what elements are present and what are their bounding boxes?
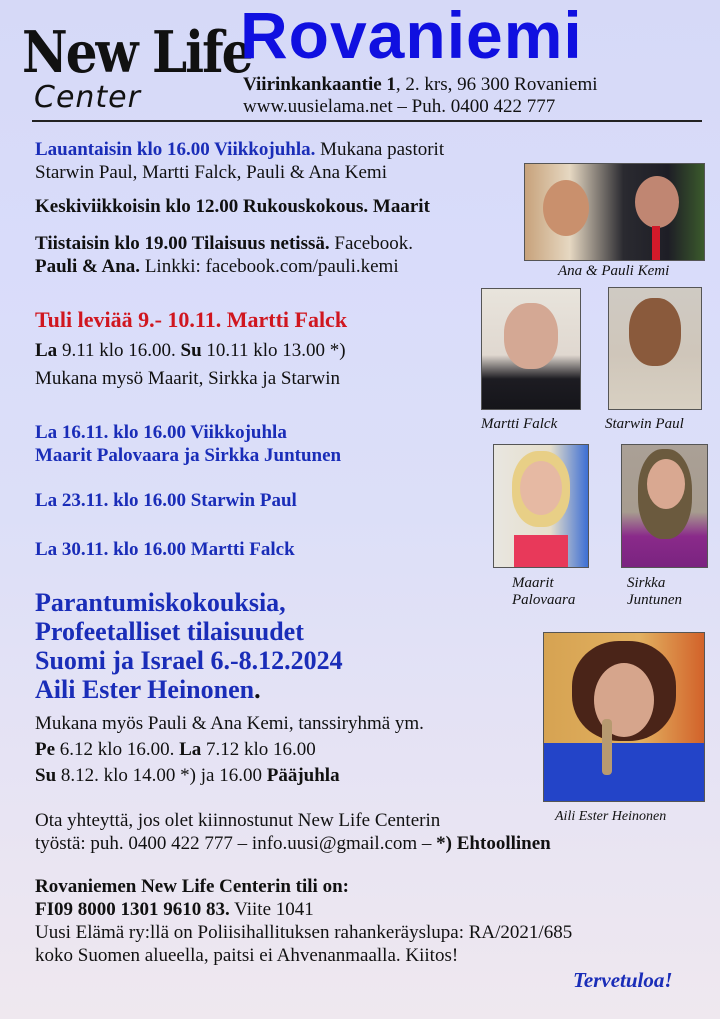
contact-line1: Ota yhteyttä, jos olet kiinnostunut New Life Centerin — [35, 810, 441, 831]
saturday-3: La 30.11. klo 16.00 Martti Falck — [35, 539, 295, 560]
caption-line: Palovaara — [512, 592, 576, 608]
healing-times-1 — [35, 739, 316, 761]
caption-starwin-paul: Starwin Paul — [605, 416, 684, 432]
face-shape — [543, 180, 589, 236]
street-address: Viirinkankaantie 1 — [243, 74, 396, 95]
face-shape — [629, 298, 681, 366]
logo-new-life: New Life — [22, 18, 252, 86]
healing-title — [35, 588, 343, 704]
wednesday-line: Keskiviikkoisin klo 12.00 Rukouskokous. Maarit — [35, 196, 430, 217]
logo-center: Center — [34, 80, 141, 115]
facebook-line — [35, 256, 399, 278]
day-label: Su — [180, 340, 202, 361]
tuesday-title: Tiistaisin klo 19.00 Tilaisuus netissä. — [35, 233, 330, 254]
main-festival: Pääjuhla — [266, 765, 340, 786]
healing-title-line: Suomi ja Israel 6.-8.12.2024 — [35, 646, 343, 675]
healing-title-line: Profeetalliset tilaisuudet — [35, 617, 304, 646]
day-label: Su — [35, 765, 57, 786]
shirt-shape — [514, 535, 568, 567]
reference-number: Viite 1041 — [229, 899, 314, 920]
face-shape — [647, 459, 685, 509]
header-divider — [32, 120, 702, 122]
healing-speaker: Aili Ester Heinonen — [35, 675, 255, 704]
saturday-rest: Mukana pastorit — [315, 139, 445, 160]
photo-ana-pauli — [524, 163, 705, 261]
footnote-communion: *) Ehtoollinen — [436, 833, 551, 854]
contact-line2 — [35, 833, 551, 855]
pastors-line: Starwin Paul, Martti Falck, Pauli & Ana Kemi — [35, 162, 387, 183]
day-time: 6.12 klo 16.00. — [55, 739, 180, 760]
address-rest: , 2. krs, 96 300 Rovaniemi — [395, 74, 598, 95]
saturday-1-line2: Maarit Palovaara ja Sirkka Juntunen — [35, 445, 342, 466]
face-shape — [504, 303, 558, 369]
healing-title-line: Parantumiskokouksia, — [35, 588, 286, 617]
web-phone: www.uusielama.net – Puh. 0400 422 777 — [243, 96, 556, 117]
page-title: Rovaniemi — [240, 0, 583, 72]
caption-line: Sirkka — [627, 575, 666, 591]
account-iban-line — [35, 899, 314, 921]
facebook-link: Linkki: facebook.com/pauli.kemi — [140, 256, 399, 277]
caption-aili: Aili Ester Heinonen — [555, 809, 667, 824]
day-label: La — [179, 739, 202, 760]
day-time: 8.12. klo 14.00 *) ja 16.00 — [56, 765, 267, 786]
saturday-2: La 23.11. klo 16.00 Starwin Paul — [35, 490, 297, 511]
photo-maarit-palovaara — [493, 444, 589, 568]
caption-maarit — [512, 575, 575, 609]
tie-shape — [652, 226, 660, 260]
saturday-line — [35, 139, 444, 161]
day-time: 9.11 klo 16.00. — [57, 340, 181, 361]
period: . — [254, 675, 261, 704]
address-block — [243, 74, 598, 118]
caption-sirkka — [627, 575, 682, 609]
caption-line: Maarit — [512, 575, 554, 591]
healing-participants: Mukana myös Pauli & Ana Kemi, tanssiryhmä ym. — [35, 713, 424, 734]
region-line: koko Suomen alueella, paitsi ei Ahvenanmaalla. Kiitos! — [35, 945, 459, 966]
tuesday-line — [35, 233, 413, 255]
photo-sirkka-juntunen — [621, 444, 708, 568]
jacket-shape — [544, 743, 704, 801]
healing-times-2 — [35, 765, 340, 787]
permit-line: Uusi Elämä ry:llä on Poliisihallituksen rahankeräyslupa: RA/2021/685 — [35, 922, 573, 943]
account-title: Rovaniemen New Life Centerin tili on: — [35, 876, 349, 897]
day-label: Pe — [35, 739, 56, 760]
saturday-title: Lauantaisin klo 16.00 Viikkojuhla. — [35, 139, 316, 160]
caption-ana-pauli: Ana & Pauli Kemi — [558, 263, 670, 279]
microphone-icon — [602, 719, 612, 775]
photo-martti-falck — [481, 288, 581, 410]
caption-martti-falck: Martti Falck — [481, 416, 558, 432]
fire-event-times — [35, 340, 346, 362]
face-shape — [520, 461, 562, 515]
contact-details: työstä: puh. 0400 422 777 – info.uusi@gmail.com – — [35, 833, 437, 854]
welcome-text: Tervetuloa! — [573, 968, 673, 992]
iban: FI09 8000 1301 9610 83. — [35, 899, 230, 920]
fire-event-title: Tuli leviää 9.- 10.11. Martti Falck — [35, 307, 348, 332]
photo-starwin-paul — [608, 287, 702, 410]
tuesday-rest: Facebook. — [329, 233, 413, 254]
saturday-1-line1: La 16.11. klo 16.00 Viikkojuhla — [35, 422, 287, 443]
facebook-hosts: Pauli & Ana. — [35, 256, 141, 277]
day-time: 10.11 klo 13.00 *) — [201, 340, 346, 361]
day-time: 7.12 klo 16.00 — [201, 739, 316, 760]
face-shape — [635, 176, 679, 228]
day-label: La — [35, 340, 58, 361]
fire-event-participants: Mukana mysö Maarit, Sirkka ja Starwin — [35, 368, 341, 389]
caption-line: Juntunen — [627, 592, 682, 608]
photo-aili-heinonen — [543, 632, 705, 802]
